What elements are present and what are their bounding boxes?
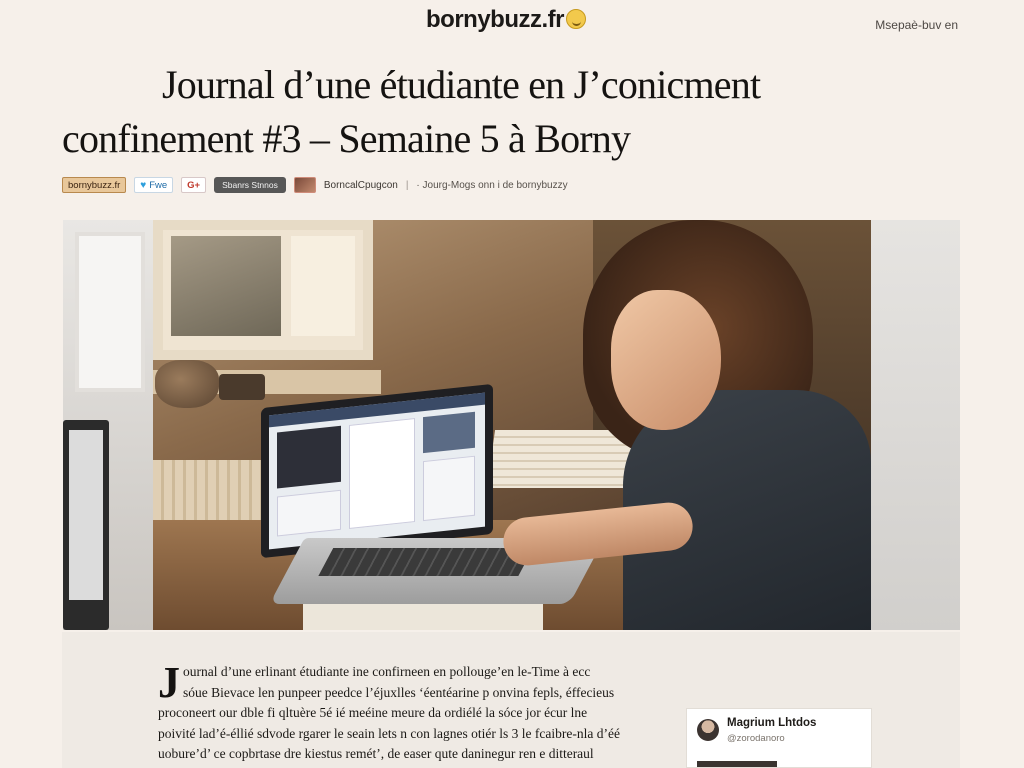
body-line-4: poivité lad’é-éllié sdvode rgarer le seain lets n con lagnes otiér ls 3 le fcaibre-nla d’éé [158,725,620,741]
author-thumbnail[interactable] [294,177,316,193]
hero-photo [153,220,871,630]
hero-image [63,220,960,630]
twitter-bird-icon: ♥ [140,179,147,191]
google-plus-share-button[interactable]: G+ [181,177,206,193]
site-logo[interactable] [426,6,586,34]
article-title-line-1: Journal d’une étudiante en J’conicment [162,62,761,107]
site-header [0,0,1024,48]
person-face [611,290,721,430]
author-label[interactable]: BorncalCpugcon [323,179,398,191]
logo-text[interactable]: bornybuzz.fr [426,6,564,33]
app-store-badge[interactable]: Sbanrs Stnnos [214,177,286,193]
laptop-screen [261,384,493,558]
article-section [62,632,960,768]
author-name[interactable]: Magrium Lhtdos [727,717,817,729]
twitter-share-button[interactable]: ♥ Fwe [134,177,173,193]
body-line-1: ournal d’une erlinant étudiante ine confirneen en pollouge’en le-Time à ecc [183,664,591,679]
header-right-link[interactable]: Msepaè-buv en [875,18,958,32]
article-meta-bar [62,174,568,196]
article-title [62,58,862,166]
article-body [158,658,678,765]
author-avatar[interactable] [697,719,719,741]
meta-separator: | [405,179,409,191]
smiley-face-icon [566,9,586,29]
hero-right-panel [871,220,960,630]
plant-pot [155,360,219,408]
source-chip[interactable]: bornybuzz.fr [62,177,126,193]
drop-cap: J [158,658,180,707]
body-line-2: sóue Bievace len punpeer peedce l’éjuxlles ‘éentéarine p onvina fepls, éffecieus [183,684,615,700]
body-line-5: uobure’d’ ce copbrtase dre kiestus remét’, de easer qute daninegur ren e ditteraul [158,746,594,761]
hero-left-panel [63,220,153,630]
author-card[interactable] [686,708,872,768]
body-line-3: proconeert our dble fi qltuère 5é ié meéine meure da ordiélé la sóce jor écur lne [158,705,588,720]
byline: · Jourg-Mogs onn i de bornybuzzy [416,179,568,191]
photo-window [153,220,373,360]
keyboard [318,548,533,576]
author-card-footer [697,761,777,767]
author-handle[interactable]: @zorodanoro [727,733,785,744]
article-title-line-2: confinement #3 – Semaine 5 à Borny [62,116,631,161]
